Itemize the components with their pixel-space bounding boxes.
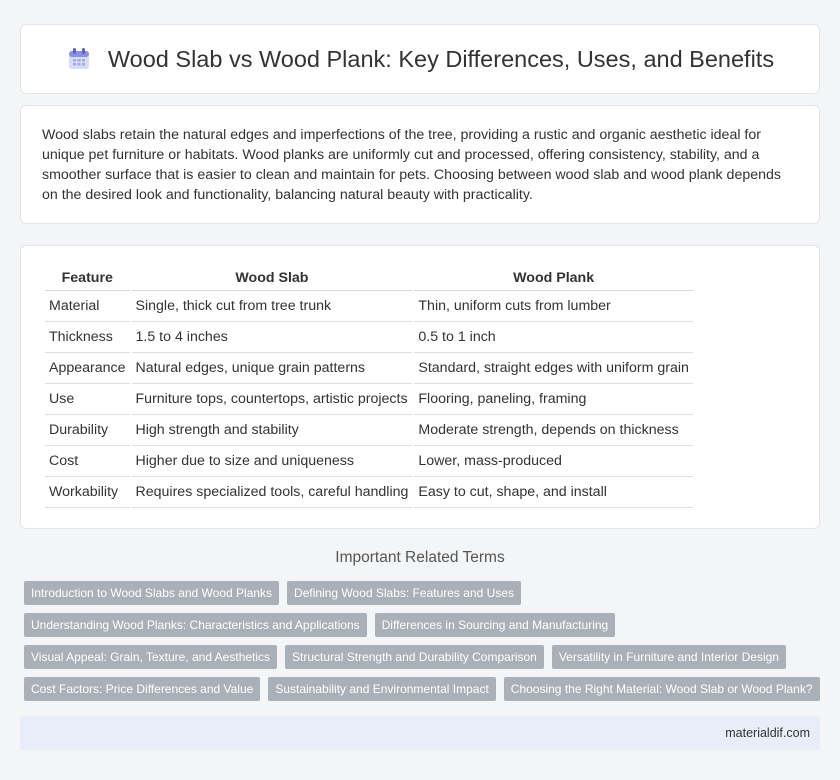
- related-term-tag[interactable]: Versatility in Furniture and Interior Design: [552, 645, 786, 669]
- table-cell: Higher due to size and uniqueness: [132, 446, 413, 477]
- table-cell: 1.5 to 4 inches: [132, 322, 413, 353]
- page-header: [20, 24, 820, 94]
- tag-row: [24, 613, 824, 637]
- table-cell: Workability: [45, 477, 130, 508]
- related-term-tag[interactable]: Choosing the Right Material: Wood Slab or Wood Plank?: [504, 677, 820, 701]
- table-cell: Moderate strength, depends on thickness: [414, 415, 693, 446]
- table-cell: Standard, straight edges with uniform grain: [414, 353, 693, 384]
- related-term-tag[interactable]: Structural Strength and Durability Comparison: [285, 645, 544, 669]
- related-terms-title: Important Related Terms: [335, 549, 505, 566]
- table-row: [45, 477, 693, 508]
- table-cell: Durability: [45, 415, 130, 446]
- related-term-tag[interactable]: Visual Appeal: Grain, Texture, and Aesthetics: [24, 645, 277, 669]
- tag-row: [24, 581, 824, 605]
- tag-row: [24, 645, 824, 669]
- table-cell: Furniture tops, countertops, artistic projects: [132, 384, 413, 415]
- related-term-tag[interactable]: Introduction to Wood Slabs and Wood Planks: [24, 581, 279, 605]
- table-row: [45, 322, 693, 353]
- related-terms-list: [24, 581, 824, 709]
- related-term-tag[interactable]: Sustainability and Environmental Impact: [268, 677, 495, 701]
- intro-paragraph: Wood slabs retain the natural edges and imperfections of the tree, providing a rustic and organic aesthetic ideal for unique pet furniture or habitats. Wood planks are uniformly cut and processed, offering consistency, stability, and a smoother surface that is easier to clean and maintain for pets. Choosing between wood slab and wood plank depends on the desired look and functionality, balancing natural beauty with practicality.: [42, 127, 781, 203]
- table-cell: Easy to cut, shape, and install: [414, 477, 693, 508]
- table-cell: Thin, uniform cuts from lumber: [414, 291, 693, 322]
- table-cell: Single, thick cut from tree trunk: [132, 291, 413, 322]
- table-row: [45, 291, 693, 322]
- column-header: Wood Plank: [414, 266, 693, 291]
- footer: [20, 716, 820, 750]
- related-term-tag[interactable]: Defining Wood Slabs: Features and Uses: [287, 581, 521, 605]
- table-cell: Material: [45, 291, 130, 322]
- table-cell: Thickness: [45, 322, 130, 353]
- table-header-row: [45, 266, 693, 291]
- table-row: [45, 415, 693, 446]
- table-cell: Flooring, paneling, framing: [414, 384, 693, 415]
- table-row: [45, 446, 693, 477]
- related-term-tag[interactable]: Cost Factors: Price Differences and Value: [24, 677, 260, 701]
- related-term-tag[interactable]: Differences in Sourcing and Manufacturing: [375, 613, 616, 637]
- page-title: Wood Slab vs Wood Plank: Key Differences, Uses, and Benefits: [107, 45, 775, 72]
- intro-card: [20, 105, 820, 224]
- table-cell: Appearance: [45, 353, 130, 384]
- related-term-tag[interactable]: Understanding Wood Planks: Characteristics and Applications: [24, 613, 367, 637]
- table-cell: Cost: [45, 446, 130, 477]
- table-cell: High strength and stability: [132, 415, 413, 446]
- calendar-icon: [66, 46, 92, 72]
- column-header: Feature: [45, 266, 130, 291]
- comparison-table: [43, 266, 695, 508]
- column-header: Wood Slab: [132, 266, 413, 291]
- table-row: [45, 384, 693, 415]
- table-cell: Use: [45, 384, 130, 415]
- footer-site[interactable]: materialdif.com: [725, 726, 810, 740]
- table-cell: 0.5 to 1 inch: [414, 322, 693, 353]
- table-row: [45, 353, 693, 384]
- table-cell: Requires specialized tools, careful handling: [132, 477, 413, 508]
- tag-row: [24, 677, 824, 701]
- table-cell: Lower, mass-produced: [414, 446, 693, 477]
- table-cell: Natural edges, unique grain patterns: [132, 353, 413, 384]
- comparison-card: [20, 245, 820, 529]
